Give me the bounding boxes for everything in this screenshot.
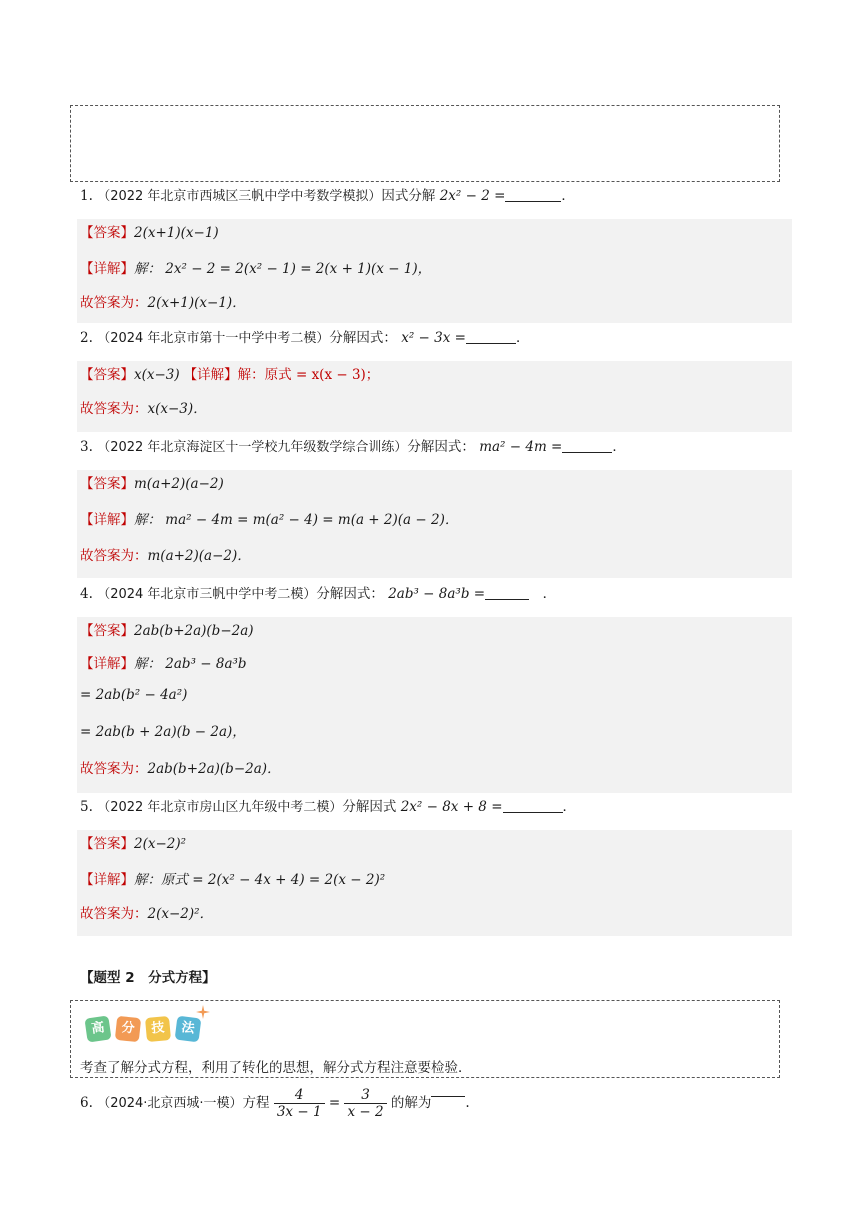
answer-box-4: [77, 617, 792, 793]
answer-blank: [505, 187, 561, 202]
question-source: （2024 年北京市三帆中学中考二模）: [97, 587, 317, 602]
question-source: （2024·北京西城·一模）: [97, 1096, 243, 1111]
answer-value: 2ab(b+2a)(b−2a): [134, 623, 254, 639]
sparkle-icon: [196, 1005, 210, 1019]
question-prompt: 分解因式：: [316, 586, 384, 602]
question-prompt: 因式分解: [381, 188, 436, 204]
question-number: 1.: [80, 188, 93, 204]
answer-label: 【答案】: [80, 623, 134, 639]
question-1: 1. （2022 年北京市西城区三帆中学中考数学模拟）因式分解 2x² − 2 = ．: [80, 188, 575, 204]
detail-label: 【详解】: [80, 656, 134, 672]
final-prefix: 故答案为：: [80, 906, 148, 922]
question-number: 4.: [80, 586, 93, 602]
question-source: （2022 年北京海淀区十一学校九年级数学综合训练）: [97, 440, 408, 455]
answer-blank: [466, 329, 516, 344]
question-expression: x² − 3x =: [401, 330, 466, 346]
answer-value: 2(x+1)(x−1): [134, 225, 219, 241]
answer-value: m(a+2)(a−2): [134, 476, 224, 492]
final-answer: 2(x−2)²．: [147, 906, 214, 922]
detail-label: 【详解】: [80, 872, 134, 888]
answer-label: 【答案】: [80, 836, 134, 852]
answer-blank: [485, 585, 529, 600]
question-expression: 2x² − 8x + 8 =: [400, 799, 503, 815]
detail-line: 解：原式 = x(x − 3)；: [237, 367, 380, 383]
question-expression: 2ab³ − 8a³b =: [388, 586, 486, 602]
answer-label: 【答案】: [80, 225, 134, 241]
final-prefix: 故答案为：: [80, 761, 148, 777]
question-3: 3. （2022 年北京海淀区十一学校九年级数学综合训练）分解因式： ma² − 4m = ．: [80, 439, 626, 455]
final-answer: 2(x+1)(x−1)．: [147, 295, 246, 311]
question-end: .: [465, 1095, 470, 1111]
answer-box-5: [77, 830, 792, 936]
badge-char: 法: [175, 1016, 202, 1043]
answer-label: 【答案】: [80, 367, 134, 383]
answer-value: x(x−3): [134, 367, 180, 383]
detail-line: 解： 2x² − 2 = 2(x² − 1) = 2(x + 1)(x − 1)，: [134, 261, 432, 277]
final-answer: x(x−3)．: [147, 401, 207, 417]
final-prefix: 故答案为：: [80, 548, 148, 564]
answer-value: 2(x−2)²: [134, 836, 187, 852]
question-source: （2022 年北京市西城区三帆中学中考数学模拟）: [97, 189, 382, 204]
answer-box-2: [77, 361, 792, 432]
section-heading: 【题型 2 分式方程】: [80, 970, 216, 986]
question-number: 5.: [80, 799, 93, 815]
question-tail: 的解为: [390, 1095, 432, 1111]
fraction-left: $\frac{4}{3x - 1}$: [274, 1087, 325, 1120]
question-2: 2. （2024 年北京市第十一中学中考二模）分解因式： x² − 3x = ．: [80, 330, 530, 346]
final-answer: 2ab(b+2a)(b−2a)．: [147, 761, 281, 777]
detail-line: 解： 2ab³ − 8a³b: [134, 656, 247, 672]
question-prompt: 分解因式：: [407, 439, 475, 455]
question-prompt: 方程: [242, 1095, 270, 1111]
detail-line: = 2ab(b + 2a)(b − 2a)，: [80, 724, 246, 740]
answer-box-3: [77, 470, 792, 578]
detail-line: = 2ab(b² − 4a²): [80, 687, 188, 703]
tip-text: 考查了解分式方程，利用了转化的思想，解分式方程注意要检验．: [80, 1060, 472, 1076]
question-number: 6.: [80, 1095, 93, 1111]
question-source: （2022 年北京市房山区九年级中考二模）: [97, 800, 343, 815]
detail-label: 【详解】: [80, 512, 134, 528]
tip-box-empty: [70, 105, 780, 182]
detail-line: 解：原式 = 2(x² − 4x + 4) = 2(x − 2)²: [134, 872, 386, 888]
final-answer: m(a+2)(a−2)．: [147, 548, 251, 564]
question-prompt: 分解因式：: [329, 330, 397, 346]
question-5: 5. （2022 年北京市房山区九年级中考二模）分解因式 2x² − 8x + 8 = ．: [80, 799, 577, 815]
skill-badge: [86, 1005, 216, 1045]
question-6: [80, 1082, 800, 1124]
answer-blank: [562, 438, 612, 453]
fraction-right: $\frac{3}{x - 2}$: [344, 1087, 386, 1120]
final-prefix: 故答案为：: [80, 295, 148, 311]
answer-box-1: [77, 219, 792, 323]
question-number: 3.: [80, 439, 93, 455]
question-4: 4. （2024 年北京市三帆中学中考二模）分解因式： 2ab³ − 8a³b = ．: [80, 586, 557, 602]
answer-label: 【答案】: [80, 476, 134, 492]
question-expression: ma² − 4m =: [479, 439, 563, 455]
equals-sign: =: [328, 1095, 341, 1111]
badge-char: 高: [84, 1015, 111, 1042]
question-expression: 2x² − 2 =: [439, 188, 506, 204]
question-number: 2.: [80, 330, 93, 346]
answer-blank: [431, 1082, 465, 1097]
question-source: （2024 年北京市第十一中学中考二模）: [97, 331, 330, 346]
badge-char: 分: [115, 1016, 141, 1042]
detail-line: 解： ma² − 4m = m(a² − 4) = m(a + 2)(a − 2)．: [134, 512, 459, 528]
question-prompt: 分解因式: [342, 799, 397, 815]
detail-label: 【详解】: [183, 367, 238, 383]
detail-label: 【详解】: [80, 261, 134, 277]
final-prefix: 故答案为：: [80, 401, 148, 417]
answer-blank: [503, 798, 563, 813]
badge-char: 技: [145, 1016, 171, 1042]
